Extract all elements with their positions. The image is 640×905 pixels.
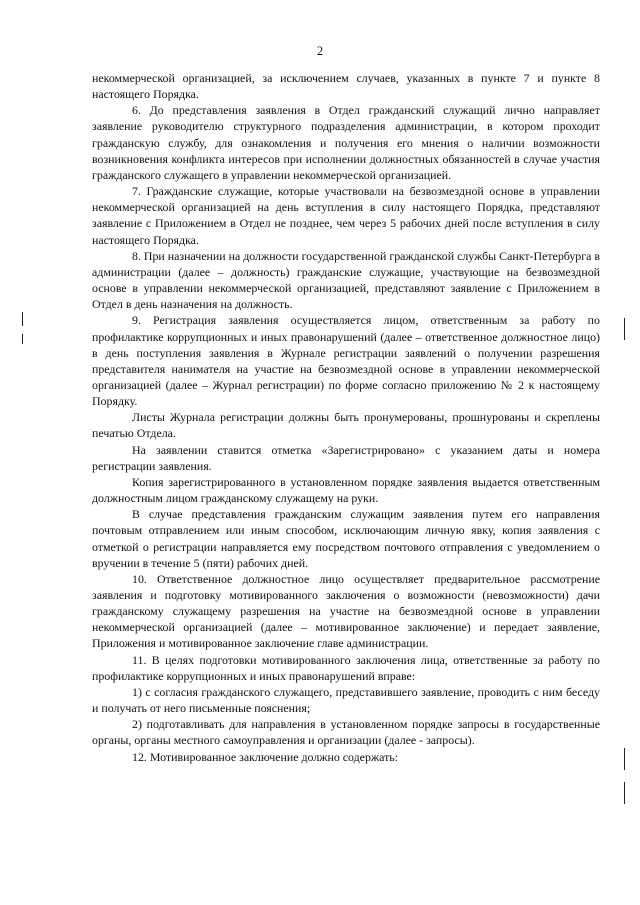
paragraph-continuation: некоммерческой организацией, за исключением случаев, указанных в пункте 7 и пункте 8 настоящего Порядка. (92, 71, 600, 102)
scan-artifact-left-1 (22, 312, 23, 326)
paragraph-item-9: 9. Регистрация заявления осуществляется лицом, ответственным за работу по профилактике коррупционных и иных правонарушений (далее – ответственное должностное лицо) в день поступления заявления в Журнале регистрации заявлений о получении разрешения представителя нанимателя на участие на безвозмездной основе в управлении некоммерческой организацией (далее – Журнал регистрации) по форме согласно приложению № 2 к настоящему Порядку. (92, 313, 600, 409)
paragraph-item-10: 10. Ответственное должностное лицо осуществляет предварительное рассмотрение заявления и подготовку мотивированного заключения о возможности (невозможности) дачи гражданскому служащему разрешения на участие на безвозмездной основе в управлении некоммерческой организацией (далее – мотивированное заключение) и передает заявление, Приложения и мотивированное заключение главе администрации. (92, 571, 600, 651)
paragraph-postal-submission: В случае представления гражданским служащим заявления путем его направления почтовым отправлением или иным способом, исключающим личную явку, копия заявления с отметкой о регистрации направляется ему посредством почтового отправления с уведомлением о вручении в течение 5 (пяти) рабочих дней. (92, 507, 600, 570)
paragraph-item-12: 12. Мотивированное заключение должно содержать: (132, 749, 399, 764)
paragraph-subitem-2: 2) подготавливать для направления в установленном порядке запросы в государственные органы, органы местного самоуправления и организации (далее - запросы). (92, 717, 600, 748)
paragraph-copy-issued: Копия зарегистрированного в установленном порядке заявления выдается ответственным должностным лицом гражданскому служащему на руки. (92, 474, 600, 506)
document-body (92, 70, 600, 765)
scan-artifact-right-1 (624, 318, 625, 340)
paragraph-subitem-1: 1) с согласия гражданского служащего, представившего заявление, проводить с ним беседу и получать от него письменные пояснения; (92, 684, 600, 716)
page-number: 2 (316, 44, 324, 58)
paragraph-registration-mark: На заявлении ставится отметка «Зарегистрировано» с указанием даты и номера регистрации заявления. (92, 442, 600, 473)
paragraph-item-7: 7. Гражданские служащие, которые участвовали на безвозмездной основе в управлении некоммерческой организацией на день вступления в силу настоящего Порядка, представляют заявление с Приложением в Отдел не позднее, чем через 5 рабочих дней после вступления в силу настоящего Порядка. (92, 184, 600, 247)
scan-artifact-right-3 (624, 782, 625, 804)
paragraph-journal-sheets: Листы Журнала регистрации должны быть пронумерованы, прошнурованы и скреплены печатью Отдела. (92, 410, 600, 441)
paragraph-item-6: 6. До представления заявления в Отдел гражданский служащий лично направляет заявление руководителю структурного подразделения администрации, в котором проходит гражданскую службу, для ознакомления и получения его мнения о наличии возможности возникновения конфликта интересов при исполнении должностных обязанностей в случае участия гражданского служащего в управлении некоммерческой организацией. (92, 103, 600, 182)
paragraph-item-8: 8. При назначении на должности государственной гражданской службы Санкт-Петербурга в администрации (далее – должность) гражданские служащие, участвующие на безвозмездной основе в управлении некоммерческой организацией, представляют заявление с Приложением в Отдел в день назначения на должность. (92, 248, 600, 312)
paragraph-item-11: 11. В целях подготовки мотивированного заключения лица, ответственные за работу по профилактике коррупционных и иных правонарушений вправе: (92, 652, 600, 683)
scan-artifact-right-2 (624, 748, 625, 770)
scan-artifact-left-2 (22, 334, 23, 344)
